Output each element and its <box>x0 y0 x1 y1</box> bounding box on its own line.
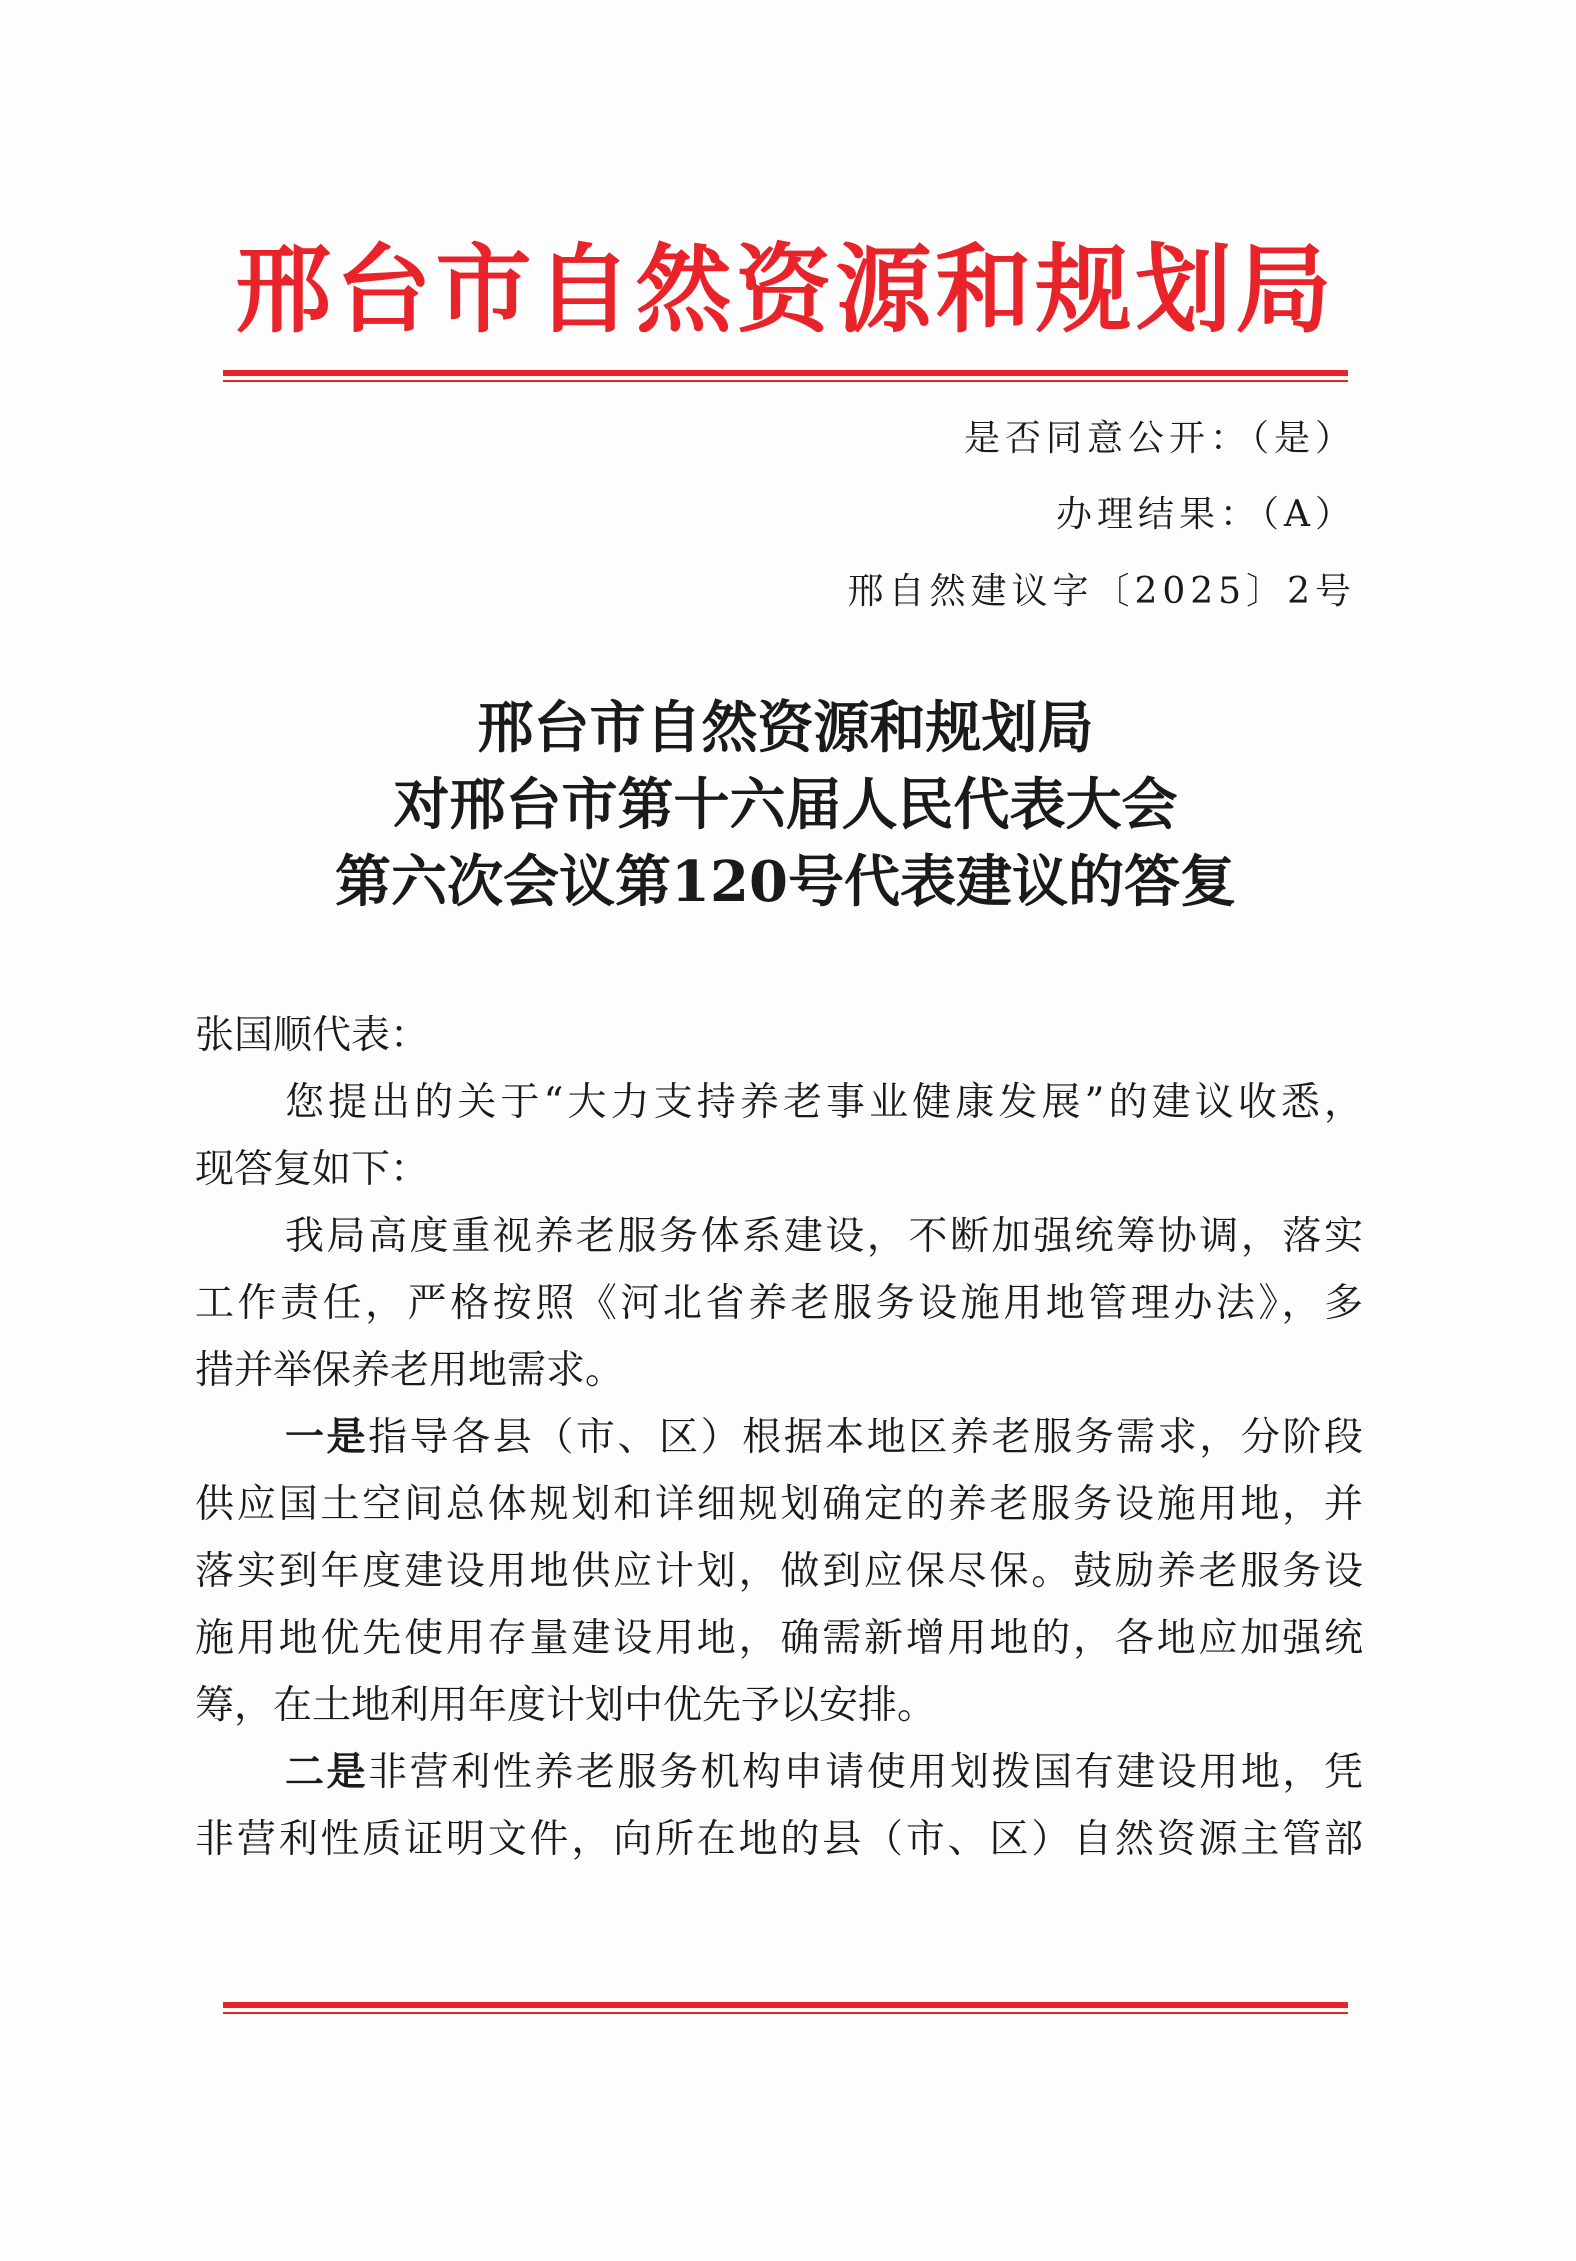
letterhead-title: 邢台市自然资源和规划局 <box>235 234 1336 346</box>
body-line: 非营利性质证明文件，向所在地的县（市、区）自然资源主管部 <box>195 1817 1363 1862</box>
body-text: 指导各县（市、区）根据本地区养老服务需求，分阶段 <box>368 1415 1363 1460</box>
title-line: 第六次会议第120号代表建议的答复 <box>335 849 1236 915</box>
body-line: 落实到年度建设用地供应计划，做到应保尽保。鼓励养老服务设 <box>195 1549 1363 1594</box>
letterhead-red-rule <box>223 370 1348 382</box>
point-lead: 二是 <box>285 1749 369 1795</box>
disclosure-status: 是否同意公开：（是） <box>963 418 1356 459</box>
body-line: 施用地优先使用存量建设用地，确需新增用地的，各地应加强统 <box>195 1616 1363 1661</box>
salutation: 张国顺代表： <box>195 1013 430 1058</box>
title-line: 对邢台市第十六届人民代表大会 <box>393 772 1178 838</box>
body-line: 您提出的关于“大力支持养老事业健康发展”的建议收悉， <box>285 1080 1363 1125</box>
body-line: 筹，在土地利用年度计划中优先予以安排。 <box>195 1683 937 1728</box>
body-line: 我局高度重视养老服务体系建设，不断加强统筹协调，落实 <box>285 1214 1363 1259</box>
body-line: 工作责任，严格按照《河北省养老服务设施用地管理办法》，多 <box>195 1281 1363 1326</box>
body-line: 措并举保养老用地需求。 <box>195 1348 625 1393</box>
body-line <box>195 1739 1363 1806</box>
document-body <box>195 1002 1363 1873</box>
footer-red-rule <box>223 2002 1348 2014</box>
body-line: 现答复如下： <box>195 1147 430 1192</box>
document-title <box>223 690 1348 921</box>
body-text: 非营利性养老服务机构申请使用划拨国有建设用地，凭 <box>368 1750 1363 1795</box>
document-number: 邢自然建议字〔2025〕2号 <box>847 571 1356 612</box>
handling-result: 办理结果：（A） <box>1056 494 1356 535</box>
body-line <box>195 1404 1363 1471</box>
point-lead: 一是 <box>285 1414 369 1460</box>
title-line: 邢台市自然资源和规划局 <box>477 695 1094 761</box>
body-line: 供应国土空间总体规划和详细规划确定的养老服务设施用地，并 <box>195 1482 1363 1527</box>
